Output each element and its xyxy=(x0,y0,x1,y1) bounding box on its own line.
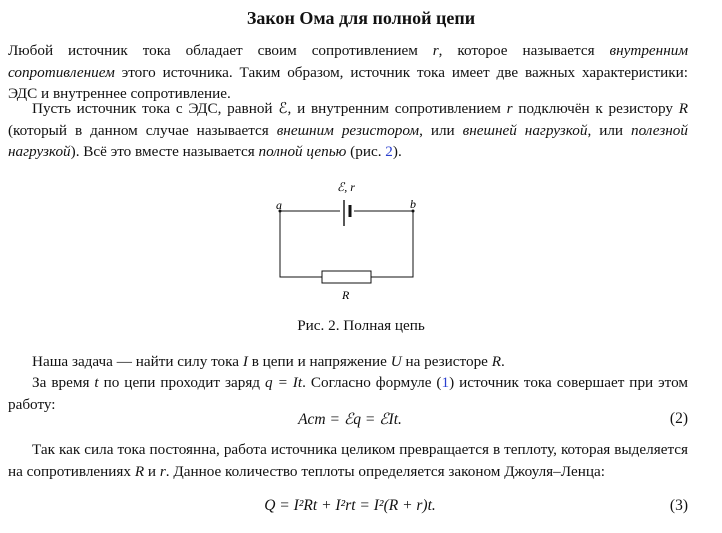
equation-3-number: (3) xyxy=(669,497,688,514)
figure-reference-link[interactable]: 2 xyxy=(385,143,393,160)
paragraph-full-circuit xyxy=(8,98,688,163)
text: ). Всё это вместе называется xyxy=(70,143,259,160)
text: . xyxy=(500,353,505,370)
circuit-wire xyxy=(280,211,413,277)
emphasis-term: внешним резистором xyxy=(276,121,420,139)
equation-2-number: (2) xyxy=(669,410,688,427)
text: , или xyxy=(419,121,463,139)
resistor-label: R xyxy=(342,288,350,302)
symbol-emf: ℰ xyxy=(278,100,288,117)
emphasis-term: внутренним сопротивлением xyxy=(8,42,689,81)
figure-caption: Рис. 2. Полная цепь xyxy=(297,317,425,334)
symbol-R: R xyxy=(134,462,145,480)
text: по цепи проходит заряд xyxy=(98,374,266,391)
node-b-label: b xyxy=(410,197,416,211)
page-title: Закон Ома для полной цепи xyxy=(246,8,476,28)
text: в цепи и напряжение xyxy=(247,353,391,370)
symbol-r: r xyxy=(506,100,513,117)
emphasis-term: полной цепью xyxy=(258,143,347,160)
text: (который в данном случае называется xyxy=(8,121,277,139)
text: ). xyxy=(392,143,402,160)
text: Наша задача — найти силу тока xyxy=(32,353,243,370)
paragraph-heat xyxy=(8,439,688,482)
equation-2-body: Aст = ℰq = ℰIt. xyxy=(298,411,402,428)
text: За время xyxy=(32,374,95,391)
text: (рис. xyxy=(346,143,386,160)
formula-reference-link[interactable]: 1 xyxy=(441,374,450,391)
symbol-I: I xyxy=(242,353,248,370)
emphasis-term: внешней нагрузкой xyxy=(462,121,588,139)
node-a-label: a xyxy=(276,198,282,212)
text: Любой источник тока обладает своим сопротивлением xyxy=(8,42,433,59)
text: Пусть источник тока с ЭДС, равной xyxy=(32,100,279,117)
source-label: ℰ, r xyxy=(337,180,355,194)
emphasis-term: полезной нагрузкой xyxy=(8,121,688,160)
text: Так как сила тока постоянна, работа источника целиком превращается в теплоту, которая выделяется на сопротивлениях xyxy=(8,441,688,480)
symbol-R: R xyxy=(678,100,688,117)
circuit-diagram xyxy=(270,180,430,305)
paragraph-internal-resistance xyxy=(8,40,688,105)
text: , и внутренним сопротивлением xyxy=(287,100,507,117)
symbol-U: U xyxy=(390,353,402,370)
text: и xyxy=(144,462,160,480)
equation-3-body: Q = I²Rt + I²rt = I²(R + r)t. xyxy=(264,497,436,514)
symbol-r: r xyxy=(432,42,439,59)
text: ) источник тока совершает при этом работу: xyxy=(8,374,689,413)
text: . Согласно формуле ( xyxy=(302,374,442,391)
text: , которое называется xyxy=(438,42,610,59)
text: , или xyxy=(587,121,631,139)
text: этого источника. Таким образом, источник тока имеет две важных характеристики: ЭДС и внутреннее сопротивление. xyxy=(8,63,688,102)
symbol-r: r xyxy=(159,462,166,480)
resistor-box xyxy=(322,271,371,283)
text: на резисторе xyxy=(401,353,492,370)
formula-charge: q = It xyxy=(265,374,303,391)
paragraph-work xyxy=(8,372,688,415)
symbol-t: t xyxy=(94,374,99,391)
symbol-R: R xyxy=(491,353,501,370)
text: . Данное количество теплоты определяется законом Джоуля–Ленца: xyxy=(165,462,605,480)
paragraph-task xyxy=(8,351,688,373)
text: подключён к резистору xyxy=(512,100,679,117)
